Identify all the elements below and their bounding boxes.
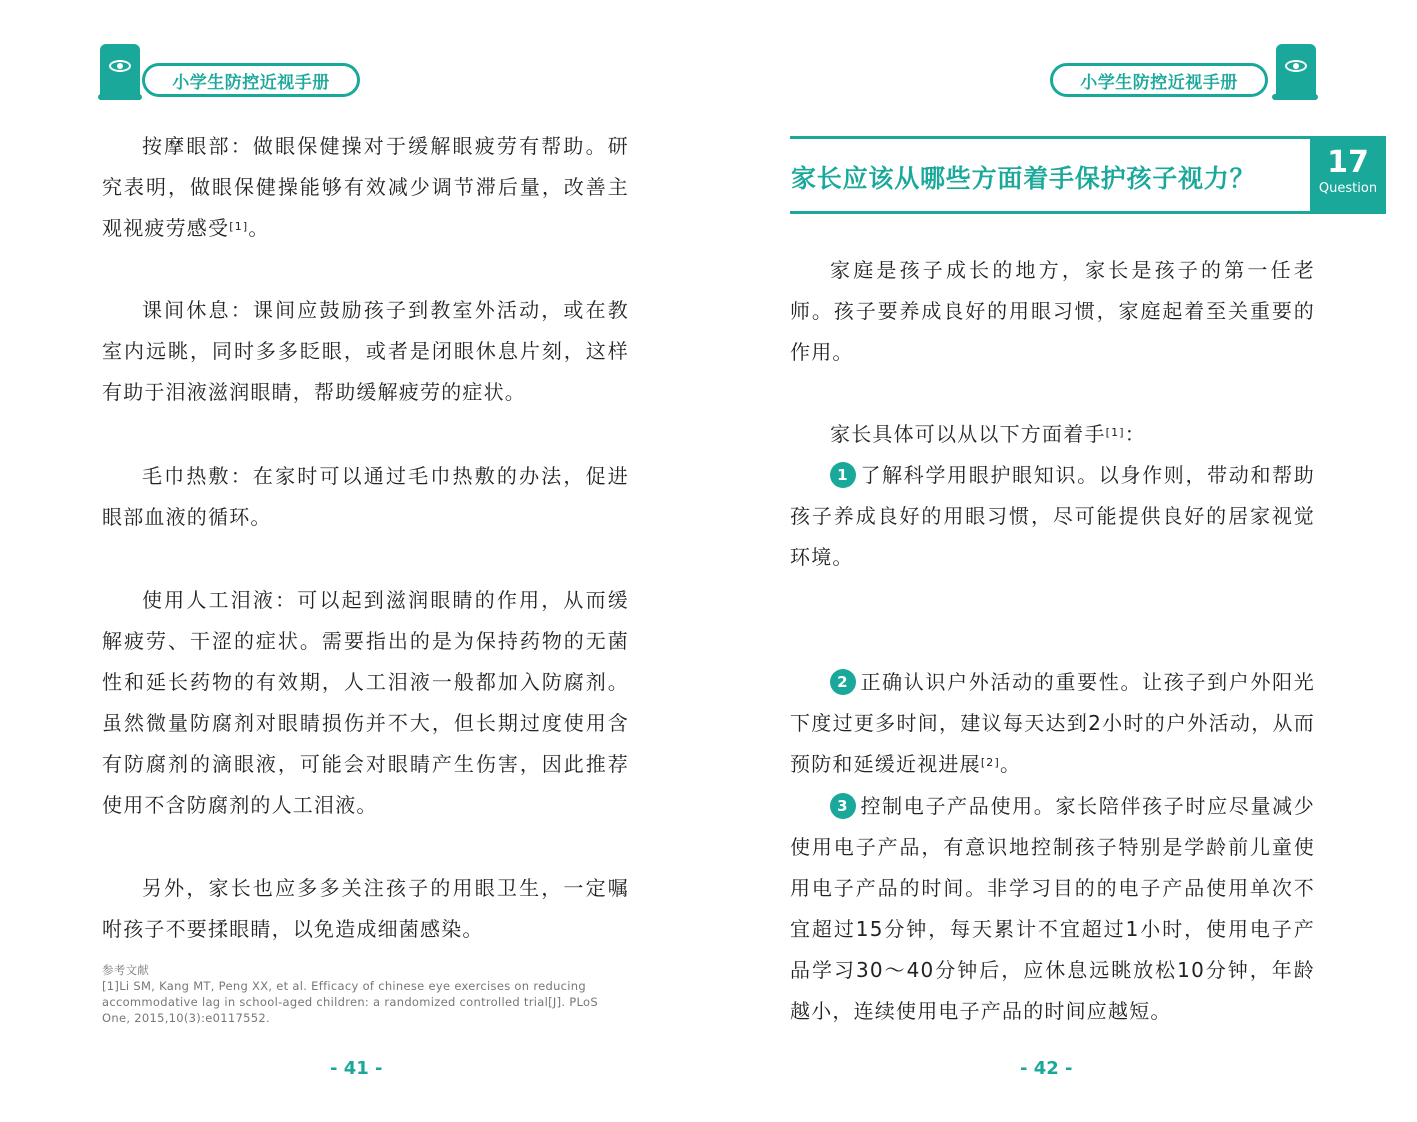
number-badge: 3: [830, 793, 856, 819]
eye-icon: [1285, 60, 1307, 72]
list-item-text: 了解科学用眼护眼知识。以身作则，带动和帮助孩子养成良好的用眼习惯，尽可能提供良好的居家视觉环境。: [790, 463, 1315, 569]
paragraph-break-rest: 课间休息：课间应鼓励孩子到教室外活动，或在教室内远眺，同时多多眨眼，或者是闭眼休息片刻，这样有助于泪液滋润眼睛，帮助缓解疲劳的症状。: [102, 298, 629, 404]
eye-book-icon: [100, 44, 140, 100]
page-number: - 42 -: [1020, 1058, 1073, 1079]
question-label: Question: [1318, 181, 1378, 196]
reference-item: [1]Li SM, Kang MT, Peng XX, et al. Efficacy of chinese eye exercises on reducing accommodative lag in school-aged children: a randomized controlled trial[J]. PLoS One, 2015,10(3):e0117552.: [102, 979, 598, 1025]
eye-icon: [109, 60, 131, 72]
list-item-end: 。: [1000, 752, 1022, 776]
paragraph-text: 按摩眼部：做眼保健操对于缓解眼疲劳有帮助。研究表明，做眼保健操能够有效减少调节滞后量，改善主观视疲劳感受: [102, 134, 629, 240]
number-badge: 1: [830, 462, 856, 488]
page-number: - 41 -: [330, 1058, 383, 1079]
citation: [1]: [1105, 426, 1125, 439]
paragraph-end: 。: [248, 216, 270, 240]
eye-book-icon: [1276, 44, 1316, 100]
header-title: 小学生防控近视手册: [1050, 63, 1268, 97]
lead-body: 家长具体可以从以下方面着手: [830, 422, 1106, 446]
paragraph-eye-massage: [102, 126, 629, 249]
references-title: 参考文献: [102, 963, 150, 977]
citation: [1]: [229, 220, 249, 233]
list-item: [790, 455, 1315, 578]
list-item: [790, 786, 1315, 1032]
list-item-text: 控制电子产品使用。家长陪伴孩子时应尽量减少使用电子产品，有意识地控制孩子特别是学龄前儿童使用电子产品的时间。非学习目的的电子产品使用单次不宜超过15分钟，每天累计不宜超过1小时，使用电子产品学习30～40分钟后，应休息远眺放松10分钟，年龄越小，连续使用电子产品的时间应越短。: [790, 794, 1315, 1023]
paragraph-intro: 家庭是孩子成长的地方，家长是孩子的第一任老师。孩子要养成良好的用眼习惯，家庭起着至关重要的作用。: [790, 258, 1315, 364]
references: [102, 962, 629, 1026]
paragraph-hot-towel: 毛巾热敷：在家时可以通过毛巾热敷的办法，促进眼部血液的循环。: [102, 464, 629, 529]
question-title: 家长应该从哪些方面着手保护孩子视力？: [791, 164, 1256, 193]
paragraph-hygiene: 另外，家长也应多多关注孩子的用眼卫生，一定嘱咐孩子不要揉眼睛，以免造成细菌感染。: [102, 876, 629, 941]
left-page: [0, 0, 708, 1122]
list-item-text: 正确认识户外活动的重要性。让孩子到户外阳光下度过更多时间，建议每天达到2小时的户外活动，从而预防和延缓近视进展: [790, 670, 1315, 776]
list-item: [790, 662, 1315, 785]
question-number-badge: [1310, 136, 1386, 214]
right-page: [708, 0, 1417, 1122]
lead-end: ：: [1124, 422, 1146, 446]
header-title: 小学生防控近视手册: [142, 63, 360, 97]
header-tab-left: [98, 44, 368, 100]
number-badge: 2: [830, 669, 856, 695]
question-title-bar: [790, 136, 1310, 214]
lead-text: [790, 414, 1315, 455]
citation: [2]: [980, 756, 1000, 769]
header-tab-right: [1050, 44, 1320, 100]
list-block-1: [790, 414, 1315, 578]
paragraph-artificial-tears: 使用人工泪液：可以起到滋润眼睛的作用，从而缓解疲劳、干涩的症状。需要指出的是为保持药物的无菌性和延长药物的有效期，人工泪液一般都加入防腐剂。虽然微量防腐剂对眼睛损伤并不大，但长期过度使用含有防腐剂的滴眼液，可能会对眼睛产生伤害，因此推荐使用不含防腐剂的人工泪液。: [102, 588, 629, 817]
question-number: 17: [1327, 145, 1369, 180]
